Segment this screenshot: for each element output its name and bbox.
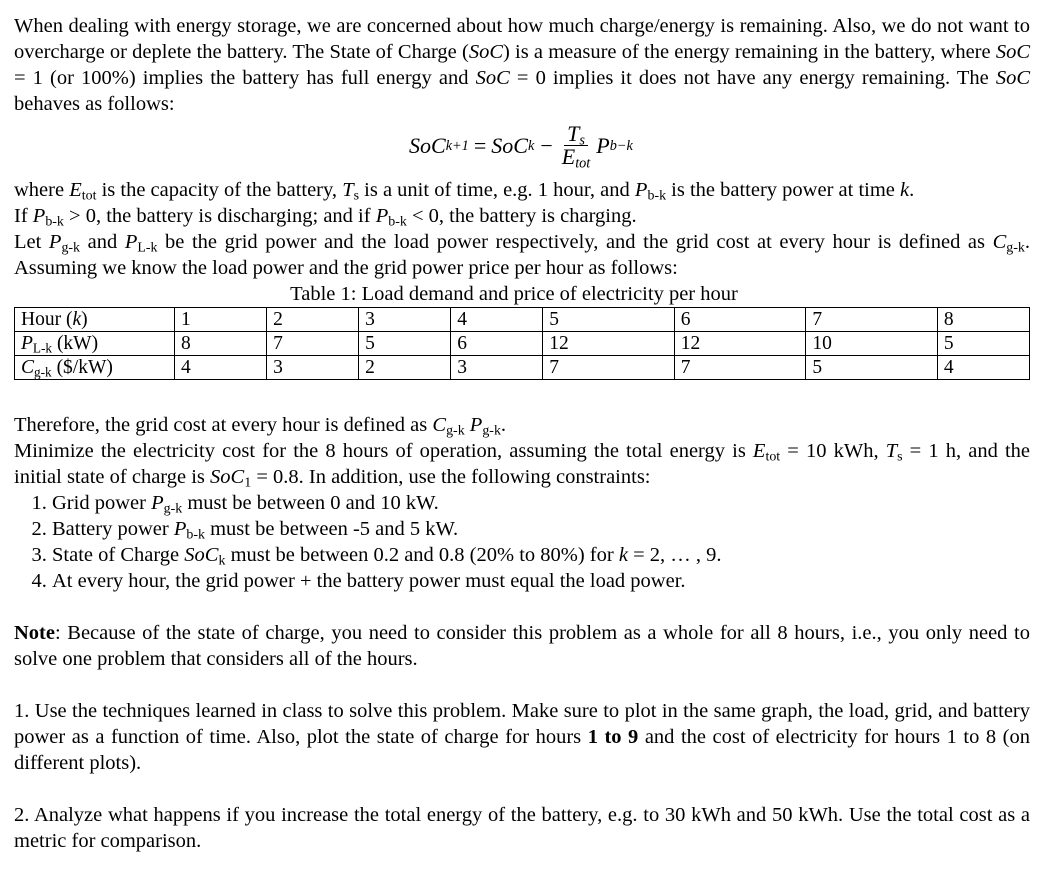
table-cell: 6 [674,308,806,332]
constraint-item: 4. At every hour, the grid power + the battery power must equal the load power. [52,568,1030,594]
question-2: 2. Analyze what happens if you increase the total energy of the battery, e.g. to 30 kWh and 50 kWh. Use the total cost as a metric for comparison. [14,804,1030,852]
table-cell: 4 [175,356,267,380]
constraints-list [14,490,1030,594]
ts-over-etot-fraction: $\frac{T_s}{E_{tot}}$ [561,121,591,172]
load-price-table [14,307,1030,380]
table-cell: 4 [451,308,543,332]
table-cell: 7 [267,332,359,356]
table-cell: 3 [359,308,451,332]
table-cell: 10 [806,332,938,356]
constraint-item: 2. Battery power $P_{b-k}$ must be between -5 and 5 kW. [52,516,1030,542]
therefore-line: Therefore, the grid cost at every hour is defined as $C_{g-k}$ $P_{g-k}$. [14,414,507,439]
question-1: 1. Use the techniques learned in class to solve this problem. Make sure to plot in the same graph, the load, grid, and battery power as a function of time. Also, plot the state of charge for hours 1 to 9 and the cost of electricity for hours 1 to 8 (on different plots). [14,700,1030,774]
table-cell: 4 [937,356,1029,380]
table-cell: 3 [267,356,359,380]
table-cell: 7 [543,356,675,380]
table-cell: 12 [543,332,675,356]
table-cell: 12 [674,332,806,356]
table-cell: 3 [451,356,543,380]
note-paragraph: Note: Because of the state of charge, you need to consider this problem as a whole for all 8 hours, i.e., you only need to solve one problem that considers all of the hours. [14,622,1030,670]
table-cell: 6 [451,332,543,356]
table-row [15,356,1030,380]
row-header: $C_{g-k}$ ($/kW) [15,356,175,380]
soc-equation-block [14,117,1030,177]
table-cell: 2 [267,308,359,332]
table-caption: Table 1: Load demand and price of electricity per hour [290,283,738,305]
table-cell: 7 [674,356,806,380]
where-paragraph: where $E_{tot}$ is the capacity of the battery, $T_s$ is a unit of time, e.g. 1 hour, and $P_{b-k}$ is the battery power at time k. If $P_{b-k} > 0$, the battery is discharging; and if $P_{b-k} < 0$, the battery is charging. [14,179,915,230]
intro-paragraph: When dealing with energy storage, we are concerned about how much charge/energy is remaining. Also, we do not want to overcharge or deplete the battery. The State of Charge (SoC) is a measure of the energy remaining in the battery, where SoC = 1 (or 100%) implies the battery has full energy and SoC = 0 implies it does not have any energy remaining. The SoC behaves as follows: [14,15,1031,115]
row-header: $P_{L-k}$ (kW) [15,332,175,356]
table-row [15,332,1030,356]
table-cell: 1 [175,308,267,332]
let-paragraph: Let $P_{g-k}$ and $P_{L-k}$ be the grid power and the load power respectively, and the grid cost at every hour is defined as $C_{g-k}$. Assuming we know the load power and the grid power price per hour as follows: [14,231,1030,279]
table-cell: 7 [806,308,938,332]
table-row [15,308,1030,332]
table-cell: 5 [806,356,938,380]
constraint-item: 3. State of Charge SoC$_k$ must be between 0.2 and 0.8 (20% to 80%) for k = 2, … , 9. [52,542,1030,568]
table-cell: 5 [543,308,675,332]
soc-equation: SoC k+1 = SoC k − $\frac{T_s}{E_{tot}}$ P b−k [409,121,633,172]
table-cell: 8 [937,308,1029,332]
table-cell: 2 [359,356,451,380]
table-cell: 8 [175,332,267,356]
document-page [14,13,1030,854]
row-header: Hour (k) [15,308,175,332]
constraint-item: 1. Grid power $P_{g-k}$ must be between 0 and 10 kW. [52,490,1030,516]
table-cell: 5 [359,332,451,356]
minimize-paragraph: Minimize the electricity cost for the 8 hours of operation, assuming the total energy is $E_{tot} = 10$ kWh, $T_s = 1$ h, and the initial state of charge is SoC$_1$ = 0.8. In addition, use the following constraints: [14,440,1030,491]
table-cell: 5 [937,332,1029,356]
